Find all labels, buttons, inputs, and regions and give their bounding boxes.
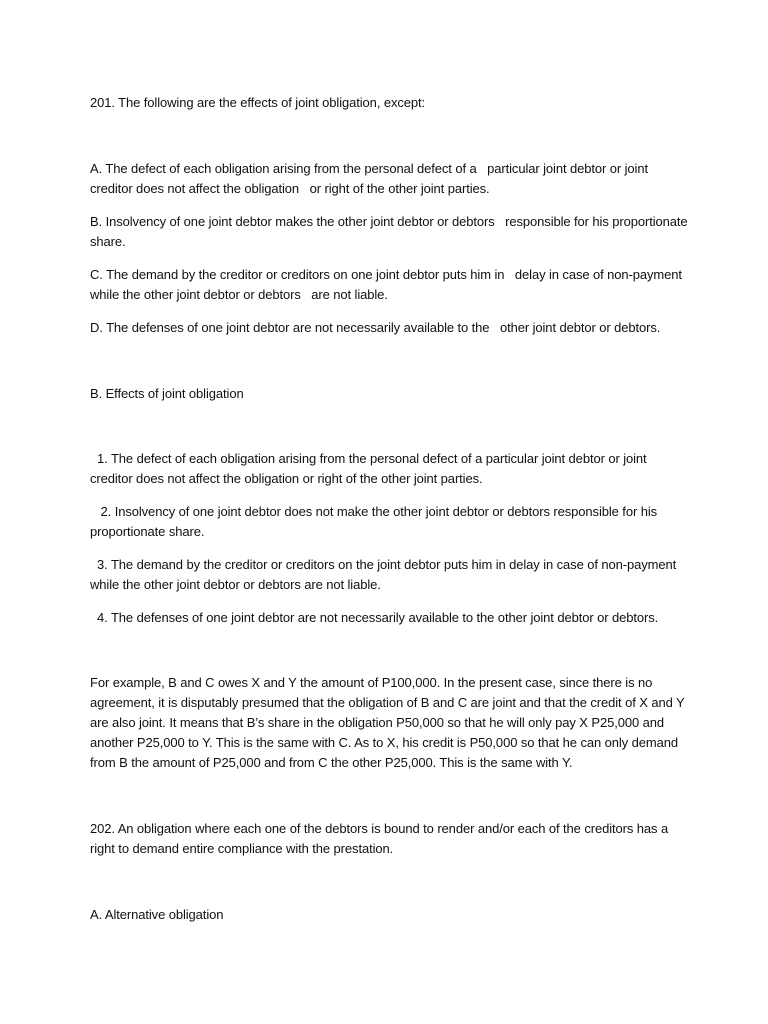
effect-item-1: 1. The defect of each obligation arising from the personal defect of a particular joint debtor or joint creditor does not affect the obligation or right of the other joint parties. [90,451,651,486]
effect-item-4: 4. The defenses of one joint debtor are not necessarily available to the other joint debtor or debtors. [90,610,659,625]
question-201-choice-d: D. The defenses of one joint debtor are not necessarily available to the other joint debtor or debtors. [90,320,661,335]
effect-item-2: 2. Insolvency of one joint debtor does not make the other joint debtor or debtors responsible for his proportionate share. [90,504,661,539]
question-201-choice-a: A. The defect of each obligation arising from the personal defect of a particular joint debtor or joint creditor does not affect the obligation or right of the other joint parties. [90,161,652,196]
question-202-choice-a: A. Alternative obligation [90,907,224,922]
answer-heading: B. Effects of joint obligation [90,386,244,401]
effect-item-3: 3. The demand by the creditor or creditors on the joint debtor puts him in delay in case of non-payment while the other joint debtor or debtors are not liable. [90,557,680,592]
example-paragraph: For example, B and C owes X and Y the amount of P100,000. In the present case, since there is no agreement, it is disputably presumed that the obligation of B and C are joint and that the credit of X and Y are also joint. It means that B’s share in the obligation P50,000 so that he will only pay X P25,000 and another P25,000 to Y. This is the same with C. As to X, his credit is P50,000 so that he can only demand from B the amount of P25,000 and from C the other P25,000. This is the same with Y. [90,675,688,770]
question-201-title: 201. The following are the effects of joint obligation, except: [90,95,426,110]
question-201-choice-b: B. Insolvency of one joint debtor makes the other joint debtor or debtors responsible for his proportionate share. [90,214,692,249]
question-201-choice-c: C. The demand by the creditor or creditors on one joint debtor puts him in delay in case of non-payment while the other joint debtor or debtors are not liable. [90,267,686,302]
question-202-title: 202. An obligation where each one of the debtors is bound to render and/or each of the creditors has a right to demand entire compliance with the prestation. [90,821,672,856]
